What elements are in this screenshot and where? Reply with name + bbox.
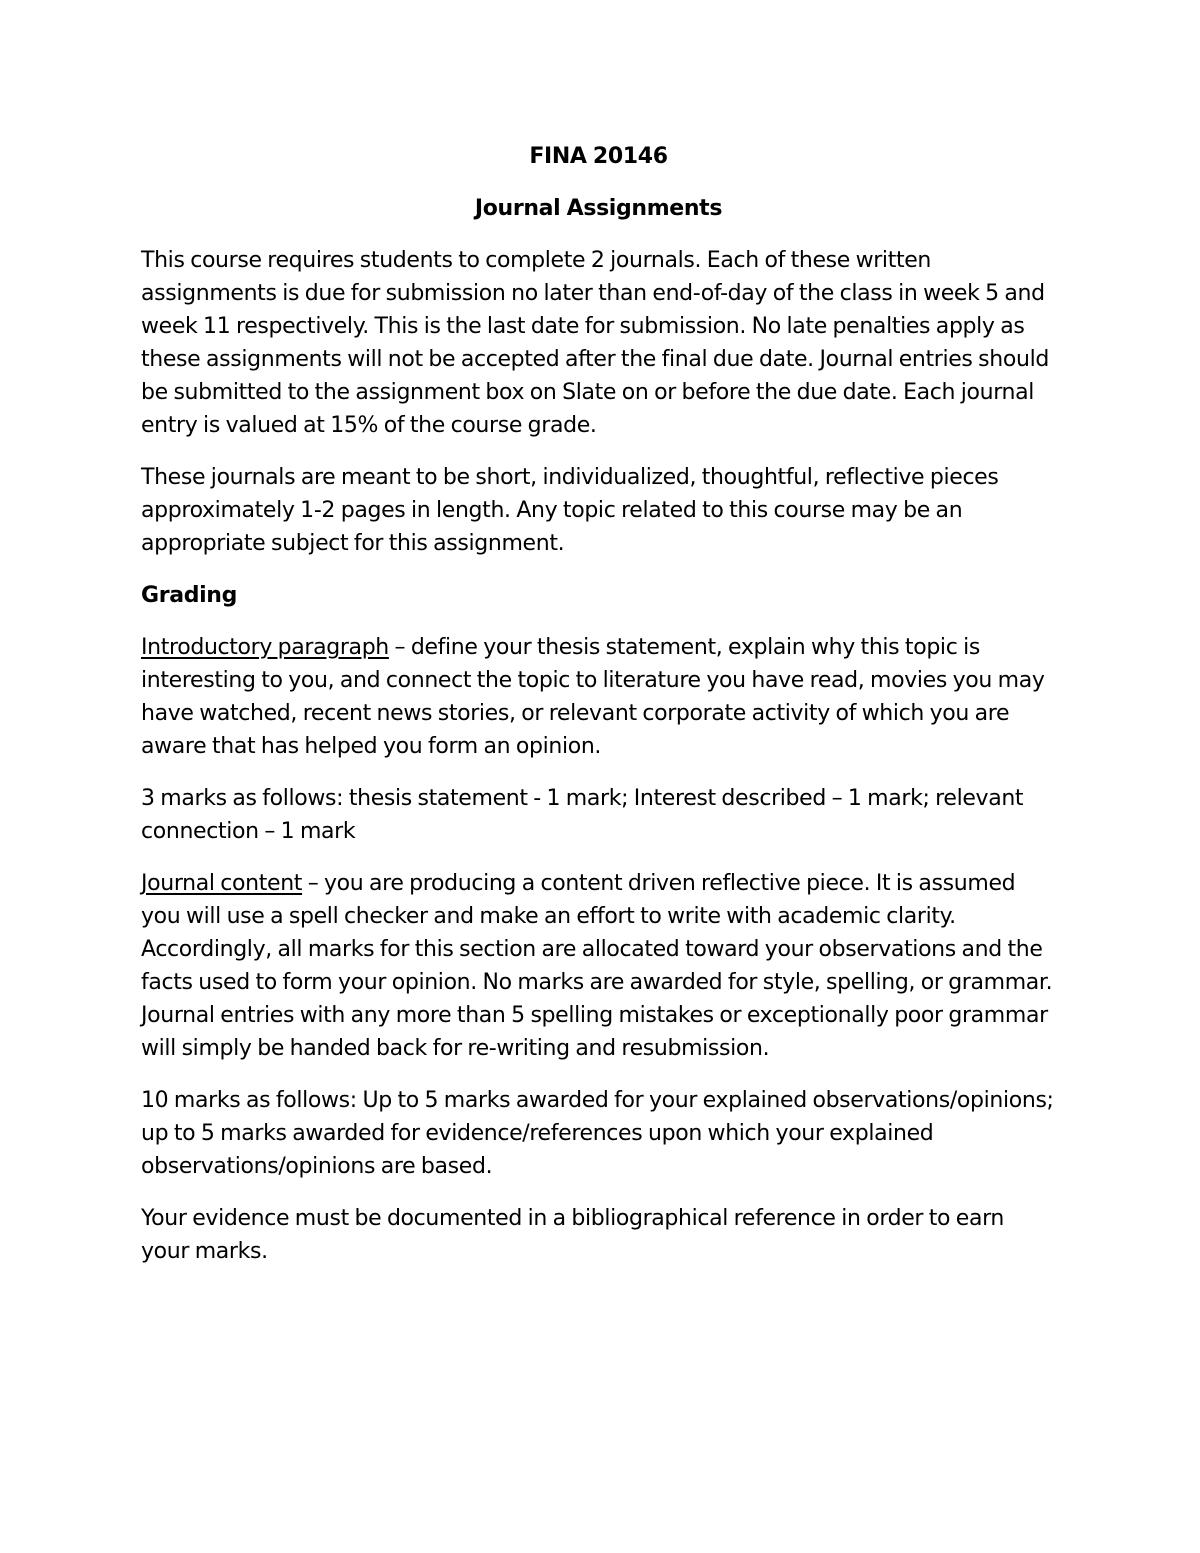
- grading-heading: Grading: [141, 583, 238, 608]
- introductory-paragraph-text: – define your thesis statement, explain why this topic is interesting to you, and connect the topic to literature you have read, movies you may have watched, recent news stories, or relevant corporate activity of which you are aware that has helped you form an opinion.: [141, 635, 1045, 759]
- journal-content-marks: 10 marks as follows: Up to 5 marks awarded for your explained observations/opinions; up to 5 marks awarded for evidence/references upon which your explained observations/opinions are based.: [141, 1088, 1054, 1179]
- intro-paragraph: This course requires students to complete 2 journals. Each of these written assignments is due for submission no later than end-of-day of the class in week 5 and week 11 respectively. This is the last date for submission. No late penalties apply as these assignments will not be accepted after the final due date. Journal entries should be submitted to the assignment box on Slate on or before the due date. Each journal entry is valued at 15% of the course grade.: [141, 248, 1049, 438]
- journal-content-criteria: [141, 867, 1056, 1065]
- journal-content-label: Journal content: [141, 871, 303, 896]
- evidence-note: Your evidence must be documented in a bibliographical reference in order to earn your marks.: [141, 1206, 1005, 1264]
- course-code: FINA 20146: [529, 144, 668, 169]
- document-title: Journal Assignments: [474, 196, 723, 221]
- journal-content-text: – you are producing a content driven reflective piece. It is assumed you will use a spell checker and make an effort to write with academic clarity. Accordingly, all marks for this section are allocated toward your observations and the facts used to form your opinion. No marks are awarded for style, spelling, or grammar. Journal entries with any more than 5 spelling mistakes or exceptionally poor grammar will simply be handed back for re-writing and resubmission.: [141, 871, 1053, 1061]
- document-page: [141, 140, 1056, 1287]
- introductory-marks: 3 marks as follows: thesis statement - 1 mark; Interest described – 1 mark; relevant connection – 1 mark: [141, 786, 1024, 844]
- introductory-paragraph-label: Introductory paragraph: [141, 635, 389, 660]
- description-paragraph: These journals are meant to be short, individualized, thoughtful, reflective pieces approximately 1-2 pages in length. Any topic related to this course may be an appropriate subject for this assignment.: [141, 465, 999, 556]
- introductory-paragraph-criteria: [141, 631, 1056, 763]
